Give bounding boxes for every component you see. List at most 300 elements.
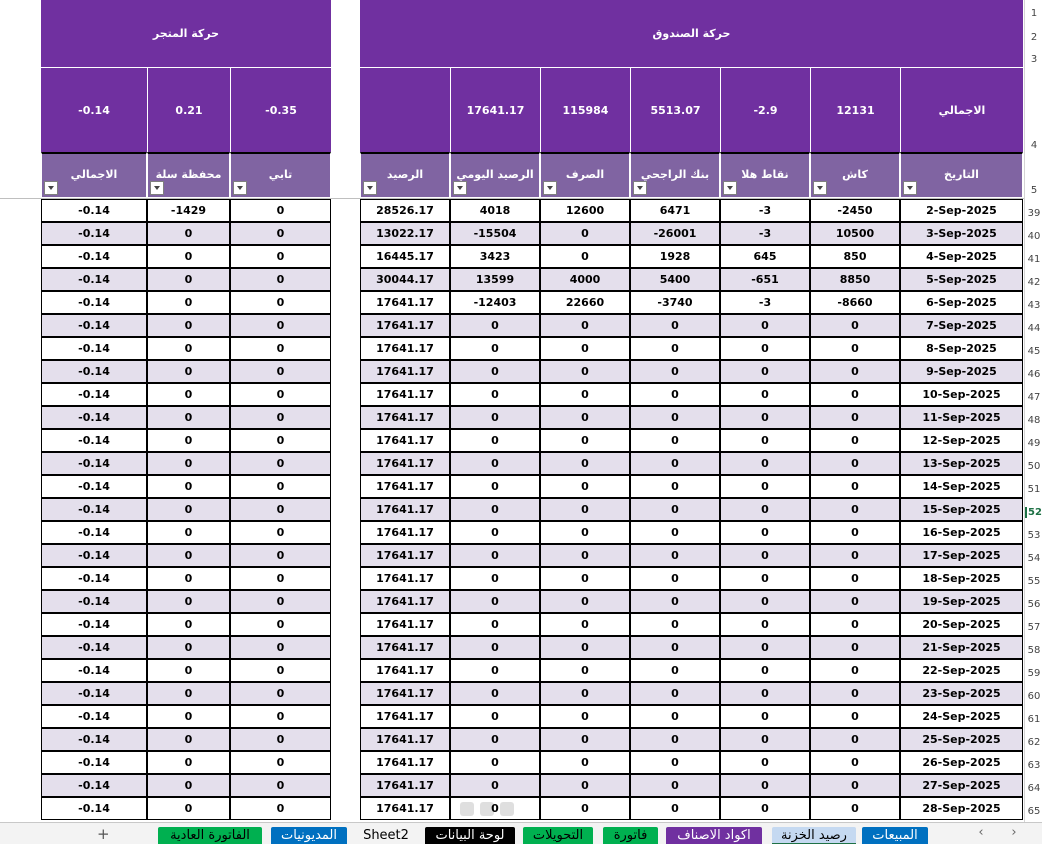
row-number[interactable]: 60 bbox=[1027, 691, 1041, 702]
cell-date[interactable]: 9-Sep-2025 bbox=[900, 360, 1023, 383]
cell-date[interactable]: 15-Sep-2025 bbox=[900, 498, 1023, 521]
cell-tabby[interactable]: 0 bbox=[230, 475, 331, 498]
cell-spend[interactable]: 0 bbox=[540, 452, 630, 475]
cell-hala[interactable]: 0 bbox=[720, 521, 810, 544]
cell-hala[interactable]: 0 bbox=[720, 682, 810, 705]
cell-cash[interactable]: -2450 bbox=[810, 199, 900, 222]
header-salla[interactable] bbox=[147, 152, 230, 198]
cell-spend[interactable]: 0 bbox=[540, 751, 630, 774]
cell-balance[interactable]: 17641.17 bbox=[360, 751, 450, 774]
cell-hala[interactable]: 0 bbox=[720, 429, 810, 452]
cell-cash[interactable]: 0 bbox=[810, 429, 900, 452]
cell-hala[interactable]: 0 bbox=[720, 544, 810, 567]
row-number[interactable]: 53 bbox=[1027, 530, 1041, 541]
box-total-spend[interactable] bbox=[540, 68, 630, 152]
filter-dropdown-icon[interactable] bbox=[633, 181, 647, 195]
cell-daily[interactable]: 0 bbox=[450, 797, 540, 820]
cell-daily[interactable]: -15504 bbox=[450, 222, 540, 245]
cell-spend[interactable]: 0 bbox=[540, 705, 630, 728]
cell-total[interactable]: -0.14 bbox=[41, 728, 147, 751]
cell-daily[interactable]: 0 bbox=[450, 429, 540, 452]
cell-daily[interactable]: 0 bbox=[450, 498, 540, 521]
cell-spend[interactable]: 0 bbox=[540, 567, 630, 590]
cell-rajhi[interactable]: 1928 bbox=[630, 245, 720, 268]
cell-daily[interactable]: 0 bbox=[450, 728, 540, 751]
cell-cash[interactable]: 0 bbox=[810, 406, 900, 429]
cell-balance[interactable]: 17641.17 bbox=[360, 406, 450, 429]
cell-balance[interactable]: 17641.17 bbox=[360, 613, 450, 636]
cell-salla[interactable]: -1429 bbox=[147, 199, 230, 222]
store-total-salla[interactable] bbox=[147, 68, 230, 152]
cell-tabby[interactable]: 0 bbox=[230, 613, 331, 636]
row-number[interactable]: 47 bbox=[1027, 392, 1041, 403]
cell-salla[interactable]: 0 bbox=[147, 268, 230, 291]
row-number[interactable]: 42 bbox=[1027, 277, 1041, 288]
row-number[interactable]: 59 bbox=[1027, 668, 1041, 679]
cell-cash[interactable]: 0 bbox=[810, 314, 900, 337]
row-number[interactable]: 65 bbox=[1027, 806, 1041, 817]
cell-tabby[interactable]: 0 bbox=[230, 521, 331, 544]
cell-spend[interactable]: 12600 bbox=[540, 199, 630, 222]
filter-dropdown-icon[interactable] bbox=[813, 181, 827, 195]
cell-salla[interactable]: 0 bbox=[147, 452, 230, 475]
cell-salla[interactable]: 0 bbox=[147, 797, 230, 820]
filter-dropdown-icon[interactable] bbox=[723, 181, 737, 195]
cell-balance[interactable]: 17641.17 bbox=[360, 383, 450, 406]
cell-spend[interactable]: 0 bbox=[540, 659, 630, 682]
cell-date[interactable]: 22-Sep-2025 bbox=[900, 659, 1023, 682]
cell-spend[interactable]: 0 bbox=[540, 797, 630, 820]
cell-date[interactable]: 17-Sep-2025 bbox=[900, 544, 1023, 567]
filter-dropdown-icon[interactable] bbox=[150, 181, 164, 195]
row-number[interactable]: 57 bbox=[1027, 622, 1041, 633]
cell-salla[interactable]: 0 bbox=[147, 429, 230, 452]
cell-salla[interactable]: 0 bbox=[147, 659, 230, 682]
cell-total[interactable]: -0.14 bbox=[41, 268, 147, 291]
header-total[interactable] bbox=[41, 152, 147, 198]
row-number[interactable]: 55 bbox=[1027, 576, 1041, 587]
header-rajhi[interactable] bbox=[630, 152, 720, 198]
cell-hala[interactable]: 0 bbox=[720, 636, 810, 659]
cell-rajhi[interactable]: 0 bbox=[630, 544, 720, 567]
cell-spend[interactable]: 0 bbox=[540, 613, 630, 636]
cell-balance[interactable]: 16445.17 bbox=[360, 245, 450, 268]
cell-total[interactable]: -0.14 bbox=[41, 291, 147, 314]
cell-rajhi[interactable]: 0 bbox=[630, 360, 720, 383]
cell-tabby[interactable]: 0 bbox=[230, 314, 331, 337]
cell-spend[interactable]: 0 bbox=[540, 222, 630, 245]
cell-total[interactable]: -0.14 bbox=[41, 567, 147, 590]
row-number[interactable]: 2 bbox=[1030, 32, 1038, 43]
sheet-tab[interactable]: التحويلات bbox=[523, 827, 593, 844]
cell-salla[interactable]: 0 bbox=[147, 291, 230, 314]
cell-total[interactable]: -0.14 bbox=[41, 797, 147, 820]
cell-date[interactable]: 21-Sep-2025 bbox=[900, 636, 1023, 659]
sheet-tab[interactable]: المديونيات bbox=[271, 827, 347, 844]
cell-cash[interactable]: 0 bbox=[810, 337, 900, 360]
cell-salla[interactable]: 0 bbox=[147, 728, 230, 751]
header-date[interactable] bbox=[900, 152, 1023, 198]
cell-spend[interactable]: 0 bbox=[540, 383, 630, 406]
sheet-tab[interactable]: فاتورة bbox=[603, 827, 658, 844]
cell-cash[interactable]: -8660 bbox=[810, 291, 900, 314]
box-total-daily[interactable] bbox=[450, 68, 540, 152]
cell-date[interactable]: 7-Sep-2025 bbox=[900, 314, 1023, 337]
cell-date[interactable]: 19-Sep-2025 bbox=[900, 590, 1023, 613]
cell-tabby[interactable]: 0 bbox=[230, 797, 331, 820]
cell-cash[interactable]: 0 bbox=[810, 705, 900, 728]
cell-balance[interactable]: 17641.17 bbox=[360, 337, 450, 360]
cell-tabby[interactable]: 0 bbox=[230, 774, 331, 797]
cell-salla[interactable]: 0 bbox=[147, 590, 230, 613]
row-number[interactable]: 54 bbox=[1027, 553, 1041, 564]
cell-total[interactable]: -0.14 bbox=[41, 245, 147, 268]
cell-hala[interactable]: -3 bbox=[720, 222, 810, 245]
cell-tabby[interactable]: 0 bbox=[230, 590, 331, 613]
row-number[interactable]: 40 bbox=[1027, 231, 1041, 242]
cell-balance[interactable]: 17641.17 bbox=[360, 682, 450, 705]
filter-dropdown-icon[interactable] bbox=[903, 181, 917, 195]
filter-dropdown-icon[interactable] bbox=[44, 181, 58, 195]
row-number[interactable]: 62 bbox=[1027, 737, 1041, 748]
cell-hala[interactable]: 0 bbox=[720, 567, 810, 590]
cell-total[interactable]: -0.14 bbox=[41, 337, 147, 360]
cell-tabby[interactable]: 0 bbox=[230, 682, 331, 705]
row-number[interactable]: 61 bbox=[1027, 714, 1041, 725]
cell-rajhi[interactable]: 0 bbox=[630, 613, 720, 636]
sheet-tab[interactable]: الفاتورة العادية bbox=[158, 827, 262, 844]
cell-date[interactable]: 2-Sep-2025 bbox=[900, 199, 1023, 222]
cell-balance[interactable]: 17641.17 bbox=[360, 291, 450, 314]
cell-rajhi[interactable]: 0 bbox=[630, 590, 720, 613]
cell-hala[interactable]: 0 bbox=[720, 774, 810, 797]
cell-hala[interactable]: 0 bbox=[720, 751, 810, 774]
cell-daily[interactable]: 0 bbox=[450, 567, 540, 590]
cell-balance[interactable]: 17641.17 bbox=[360, 728, 450, 751]
cell-cash[interactable]: 0 bbox=[810, 613, 900, 636]
cell-cash[interactable]: 10500 bbox=[810, 222, 900, 245]
store-section-title[interactable] bbox=[41, 0, 331, 67]
cell-hala[interactable]: 645 bbox=[720, 245, 810, 268]
cell-daily[interactable]: 0 bbox=[450, 705, 540, 728]
cell-cash[interactable]: 0 bbox=[810, 682, 900, 705]
cell-rajhi[interactable]: 0 bbox=[630, 314, 720, 337]
cell-daily[interactable]: 13599 bbox=[450, 268, 540, 291]
cell-tabby[interactable]: 0 bbox=[230, 268, 331, 291]
cell-salla[interactable]: 0 bbox=[147, 544, 230, 567]
cell-balance[interactable]: 13022.17 bbox=[360, 222, 450, 245]
cell-hala[interactable]: 0 bbox=[720, 613, 810, 636]
cell-hala[interactable]: 0 bbox=[720, 406, 810, 429]
cell-total[interactable]: -0.14 bbox=[41, 544, 147, 567]
cell-hala[interactable]: 0 bbox=[720, 314, 810, 337]
cell-total[interactable]: -0.14 bbox=[41, 521, 147, 544]
cell-spend[interactable]: 0 bbox=[540, 590, 630, 613]
row-number[interactable]: 56 bbox=[1027, 599, 1041, 610]
cell-spend[interactable]: 0 bbox=[540, 406, 630, 429]
cell-cash[interactable]: 0 bbox=[810, 567, 900, 590]
cell-cash[interactable]: 0 bbox=[810, 521, 900, 544]
store-total-tabby[interactable] bbox=[230, 68, 331, 152]
cell-rajhi[interactable]: 0 bbox=[630, 751, 720, 774]
cell-hala[interactable]: 0 bbox=[720, 705, 810, 728]
header-daily[interactable] bbox=[450, 152, 540, 198]
box-total-label[interactable] bbox=[900, 68, 1023, 152]
cell-spend[interactable]: 0 bbox=[540, 337, 630, 360]
cell-tabby[interactable]: 0 bbox=[230, 567, 331, 590]
cell-cash[interactable]: 0 bbox=[810, 751, 900, 774]
cell-spend[interactable]: 0 bbox=[540, 682, 630, 705]
cell-rajhi[interactable]: 0 bbox=[630, 521, 720, 544]
cell-balance[interactable]: 17641.17 bbox=[360, 429, 450, 452]
cell-spend[interactable]: 0 bbox=[540, 544, 630, 567]
box-total-balance[interactable] bbox=[360, 68, 450, 152]
row-number[interactable]: 3 bbox=[1030, 54, 1038, 65]
cell-hala[interactable]: 0 bbox=[720, 452, 810, 475]
cell-tabby[interactable]: 0 bbox=[230, 751, 331, 774]
cell-hala[interactable]: 0 bbox=[720, 498, 810, 521]
cell-rajhi[interactable]: 0 bbox=[630, 383, 720, 406]
row-number[interactable]: 64 bbox=[1027, 783, 1041, 794]
cell-spend[interactable]: 0 bbox=[540, 245, 630, 268]
filter-dropdown-icon[interactable] bbox=[363, 181, 377, 195]
cell-spend[interactable]: 0 bbox=[540, 360, 630, 383]
filter-dropdown-icon[interactable] bbox=[543, 181, 557, 195]
cell-total[interactable]: -0.14 bbox=[41, 452, 147, 475]
cell-cash[interactable]: 0 bbox=[810, 360, 900, 383]
cell-rajhi[interactable]: 0 bbox=[630, 567, 720, 590]
prev-sheet-arrow[interactable]: ‹ bbox=[978, 825, 984, 840]
cell-date[interactable]: 28-Sep-2025 bbox=[900, 797, 1023, 820]
cell-cash[interactable]: 0 bbox=[810, 728, 900, 751]
cell-tabby[interactable]: 0 bbox=[230, 429, 331, 452]
cell-date[interactable]: 6-Sep-2025 bbox=[900, 291, 1023, 314]
cell-daily[interactable]: 0 bbox=[450, 360, 540, 383]
cell-hala[interactable]: -651 bbox=[720, 268, 810, 291]
cell-total[interactable]: -0.14 bbox=[41, 751, 147, 774]
cell-cash[interactable]: 850 bbox=[810, 245, 900, 268]
cell-rajhi[interactable]: -26001 bbox=[630, 222, 720, 245]
cell-tabby[interactable]: 0 bbox=[230, 544, 331, 567]
cell-daily[interactable]: 0 bbox=[450, 659, 540, 682]
cell-balance[interactable]: 17641.17 bbox=[360, 659, 450, 682]
cell-balance[interactable]: 17641.17 bbox=[360, 590, 450, 613]
box-total-cash[interactable] bbox=[810, 68, 900, 152]
cell-spend[interactable]: 0 bbox=[540, 475, 630, 498]
row-number[interactable]: 4 bbox=[1030, 140, 1038, 151]
row-number[interactable]: 63 bbox=[1027, 760, 1041, 771]
cell-daily[interactable]: 3423 bbox=[450, 245, 540, 268]
cell-balance[interactable]: 17641.17 bbox=[360, 452, 450, 475]
cell-total[interactable]: -0.14 bbox=[41, 475, 147, 498]
cell-salla[interactable]: 0 bbox=[147, 498, 230, 521]
cell-salla[interactable]: 0 bbox=[147, 705, 230, 728]
cell-daily[interactable]: -12403 bbox=[450, 291, 540, 314]
cell-rajhi[interactable]: -3740 bbox=[630, 291, 720, 314]
row-number[interactable]: 46 bbox=[1027, 369, 1041, 380]
cell-rajhi[interactable]: 6471 bbox=[630, 199, 720, 222]
cell-total[interactable]: -0.14 bbox=[41, 383, 147, 406]
filter-dropdown-icon[interactable] bbox=[233, 181, 247, 195]
store-total-all[interactable] bbox=[41, 68, 147, 152]
cell-daily[interactable]: 0 bbox=[450, 452, 540, 475]
cell-date[interactable]: 25-Sep-2025 bbox=[900, 728, 1023, 751]
cell-rajhi[interactable]: 0 bbox=[630, 774, 720, 797]
header-tabby[interactable] bbox=[230, 152, 331, 198]
cell-spend[interactable]: 0 bbox=[540, 774, 630, 797]
cell-balance[interactable]: 17641.17 bbox=[360, 475, 450, 498]
cell-date[interactable]: 26-Sep-2025 bbox=[900, 751, 1023, 774]
row-number[interactable]: 41 bbox=[1027, 254, 1041, 265]
cell-tabby[interactable]: 0 bbox=[230, 360, 331, 383]
cell-daily[interactable]: 0 bbox=[450, 751, 540, 774]
cell-cash[interactable]: 0 bbox=[810, 774, 900, 797]
cell-balance[interactable]: 30044.17 bbox=[360, 268, 450, 291]
cell-total[interactable]: -0.14 bbox=[41, 613, 147, 636]
cell-date[interactable]: 10-Sep-2025 bbox=[900, 383, 1023, 406]
cell-salla[interactable]: 0 bbox=[147, 475, 230, 498]
cell-cash[interactable]: 8850 bbox=[810, 268, 900, 291]
cell-tabby[interactable]: 0 bbox=[230, 659, 331, 682]
cell-daily[interactable]: 0 bbox=[450, 314, 540, 337]
header-spend[interactable] bbox=[540, 152, 630, 198]
cell-daily[interactable]: 0 bbox=[450, 682, 540, 705]
cell-rajhi[interactable]: 5400 bbox=[630, 268, 720, 291]
cell-salla[interactable]: 0 bbox=[147, 636, 230, 659]
header-cash[interactable] bbox=[810, 152, 900, 198]
cell-hala[interactable]: 0 bbox=[720, 337, 810, 360]
row-number[interactable]: 58 bbox=[1027, 645, 1041, 656]
cell-spend[interactable]: 4000 bbox=[540, 268, 630, 291]
cell-cash[interactable]: 0 bbox=[810, 544, 900, 567]
cell-spend[interactable]: 0 bbox=[540, 429, 630, 452]
cell-total[interactable]: -0.14 bbox=[41, 590, 147, 613]
filter-dropdown-icon[interactable] bbox=[453, 181, 467, 195]
cell-rajhi[interactable]: 0 bbox=[630, 705, 720, 728]
cell-tabby[interactable]: 0 bbox=[230, 498, 331, 521]
cell-salla[interactable]: 0 bbox=[147, 245, 230, 268]
row-number[interactable]: 45 bbox=[1027, 346, 1041, 357]
cell-date[interactable]: 14-Sep-2025 bbox=[900, 475, 1023, 498]
cell-rajhi[interactable]: 0 bbox=[630, 498, 720, 521]
cell-cash[interactable]: 0 bbox=[810, 452, 900, 475]
row-number[interactable]: 49 bbox=[1027, 438, 1041, 449]
sheet-tab[interactable]: رصيد الخزنة bbox=[772, 827, 856, 844]
cell-tabby[interactable]: 0 bbox=[230, 452, 331, 475]
cell-hala[interactable]: 0 bbox=[720, 659, 810, 682]
cell-date[interactable]: 13-Sep-2025 bbox=[900, 452, 1023, 475]
cell-rajhi[interactable]: 0 bbox=[630, 337, 720, 360]
box-total-hala[interactable] bbox=[720, 68, 810, 152]
row-number[interactable]: 1 bbox=[1030, 8, 1038, 19]
cell-daily[interactable]: 0 bbox=[450, 636, 540, 659]
cell-tabby[interactable]: 0 bbox=[230, 291, 331, 314]
cell-balance[interactable]: 17641.17 bbox=[360, 498, 450, 521]
cell-balance[interactable]: 17641.17 bbox=[360, 797, 450, 820]
cell-spend[interactable]: 0 bbox=[540, 636, 630, 659]
cell-date[interactable]: 16-Sep-2025 bbox=[900, 521, 1023, 544]
cell-tabby[interactable]: 0 bbox=[230, 383, 331, 406]
cell-total[interactable]: -0.14 bbox=[41, 774, 147, 797]
cell-hala[interactable]: 0 bbox=[720, 475, 810, 498]
cell-date[interactable]: 18-Sep-2025 bbox=[900, 567, 1023, 590]
cell-cash[interactable]: 0 bbox=[810, 475, 900, 498]
cell-spend[interactable]: 22660 bbox=[540, 291, 630, 314]
cell-daily[interactable]: 0 bbox=[450, 475, 540, 498]
cell-salla[interactable]: 0 bbox=[147, 383, 230, 406]
row-number[interactable]: 39 bbox=[1027, 208, 1041, 219]
cell-daily[interactable]: 0 bbox=[450, 613, 540, 636]
cell-daily[interactable]: 0 bbox=[450, 337, 540, 360]
cell-tabby[interactable]: 0 bbox=[230, 199, 331, 222]
cell-total[interactable]: -0.14 bbox=[41, 705, 147, 728]
cell-tabby[interactable]: 0 bbox=[230, 406, 331, 429]
cell-date[interactable]: 5-Sep-2025 bbox=[900, 268, 1023, 291]
cell-rajhi[interactable]: 0 bbox=[630, 406, 720, 429]
cell-hala[interactable]: -3 bbox=[720, 291, 810, 314]
cell-date[interactable]: 12-Sep-2025 bbox=[900, 429, 1023, 452]
cell-date[interactable]: 11-Sep-2025 bbox=[900, 406, 1023, 429]
cell-balance[interactable]: 17641.17 bbox=[360, 567, 450, 590]
cell-spend[interactable]: 0 bbox=[540, 521, 630, 544]
cell-rajhi[interactable]: 0 bbox=[630, 429, 720, 452]
cell-daily[interactable]: 4018 bbox=[450, 199, 540, 222]
cell-daily[interactable]: 0 bbox=[450, 521, 540, 544]
cell-date[interactable]: 4-Sep-2025 bbox=[900, 245, 1023, 268]
cell-salla[interactable]: 0 bbox=[147, 682, 230, 705]
box-total-rajhi[interactable] bbox=[630, 68, 720, 152]
cell-cash[interactable]: 0 bbox=[810, 498, 900, 521]
cell-cash[interactable]: 0 bbox=[810, 636, 900, 659]
cell-cash[interactable]: 0 bbox=[810, 659, 900, 682]
cell-salla[interactable]: 0 bbox=[147, 774, 230, 797]
cell-date[interactable]: 8-Sep-2025 bbox=[900, 337, 1023, 360]
header-hala[interactable] bbox=[720, 152, 810, 198]
cell-spend[interactable]: 0 bbox=[540, 498, 630, 521]
sheet-tab[interactable]: لوحة البيانات bbox=[425, 827, 515, 844]
cell-total[interactable]: -0.14 bbox=[41, 360, 147, 383]
cell-total[interactable]: -0.14 bbox=[41, 682, 147, 705]
cell-balance[interactable]: 17641.17 bbox=[360, 360, 450, 383]
row-number[interactable]: 44 bbox=[1027, 323, 1041, 334]
cell-salla[interactable]: 0 bbox=[147, 521, 230, 544]
row-number[interactable]: 50 bbox=[1027, 461, 1041, 472]
add-sheet-button[interactable]: + bbox=[97, 825, 110, 843]
cell-salla[interactable]: 0 bbox=[147, 751, 230, 774]
cell-hala[interactable]: 0 bbox=[720, 728, 810, 751]
cell-salla[interactable]: 0 bbox=[147, 360, 230, 383]
box-section-title[interactable] bbox=[360, 0, 1023, 67]
cell-tabby[interactable]: 0 bbox=[230, 222, 331, 245]
cell-rajhi[interactable]: 0 bbox=[630, 659, 720, 682]
cell-daily[interactable]: 0 bbox=[450, 406, 540, 429]
cell-tabby[interactable]: 0 bbox=[230, 728, 331, 751]
row-number[interactable]: 51 bbox=[1027, 484, 1041, 495]
cell-hala[interactable]: 0 bbox=[720, 590, 810, 613]
cell-hala[interactable]: 0 bbox=[720, 360, 810, 383]
cell-total[interactable]: -0.14 bbox=[41, 498, 147, 521]
cell-total[interactable]: -0.14 bbox=[41, 199, 147, 222]
cell-balance[interactable]: 17641.17 bbox=[360, 521, 450, 544]
cell-date[interactable]: 20-Sep-2025 bbox=[900, 613, 1023, 636]
row-number[interactable]: 43 bbox=[1027, 300, 1041, 311]
sheet-tab[interactable]: اكواد الاصناف bbox=[666, 827, 762, 844]
cell-hala[interactable]: -3 bbox=[720, 199, 810, 222]
cell-daily[interactable]: 0 bbox=[450, 383, 540, 406]
cell-total[interactable]: -0.14 bbox=[41, 659, 147, 682]
cell-tabby[interactable]: 0 bbox=[230, 636, 331, 659]
cell-total[interactable]: -0.14 bbox=[41, 429, 147, 452]
